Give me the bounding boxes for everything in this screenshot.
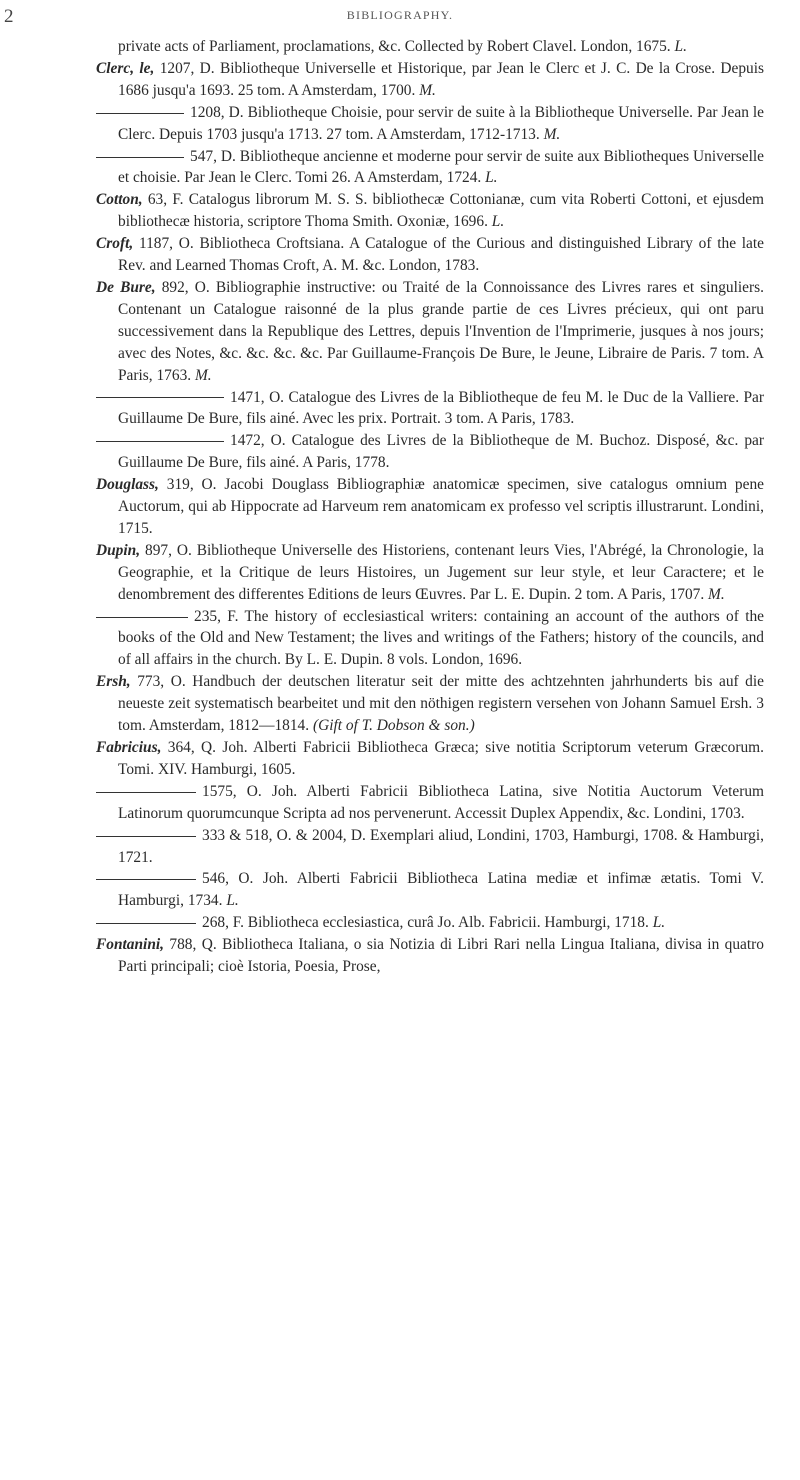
- ditto-dash: [96, 113, 184, 114]
- ditto-dash: [96, 879, 196, 880]
- entry: [96, 233, 764, 277]
- entry-author: Fontanini,: [96, 936, 165, 954]
- entry-text: 333 & 518, O. & 2004, D. Exemplari aliud, Londini, 1703, Hamburgi, 1708. & Hamburgi, 1721.: [118, 826, 764, 866]
- entry-text: 1187, O. Bibliotheca Croftsiana. A Catalogue of the Curious and distinguished Library of the late Rev. and Learned Thomas Croft, A. M. &c. London, 1783.: [118, 235, 764, 275]
- entry: [96, 474, 764, 540]
- entry: [96, 606, 764, 672]
- entry-text: 547, D. Bibliotheque ancienne et moderne pour servir de suite aux Bibliotheques Universelle et choisie. Par Jean le Clerc. Tomi 26. A Amsterdam, 1724.: [118, 147, 764, 187]
- entry-text: 364, Q. Joh. Alberti Fabricii Bibliotheca Græca; sive notitia Scriptorum veterum Græcorum. Tomi. XIV. Hamburgi, 1605.: [118, 739, 765, 778]
- entry-text: 268, F. Bibliotheca ecclesiastica, curâ Jo. Alb. Fabricii. Hamburgi, 1718.: [202, 914, 649, 932]
- entry-author: Dupin,: [96, 541, 141, 559]
- entry-author: Clerc, le,: [96, 59, 155, 77]
- entry-author: Douglass,: [96, 476, 159, 494]
- entry-location: L.: [652, 914, 666, 932]
- ditto-dash: [96, 792, 196, 793]
- ditto-dash: [96, 157, 184, 158]
- entry: [96, 737, 764, 781]
- entry-author: Ersh,: [96, 673, 131, 691]
- entry-text: 1471, O. Catalogue des Livres de la Bibliotheque de feu M. le Duc de la Valliere. Par Guillaume De Bure, fils ainé. Avec les prix. Portrait. 3 tom. A Paris, 1783.: [118, 388, 764, 428]
- entry: [96, 868, 764, 912]
- entry-location: L.: [485, 169, 498, 187]
- entry-location: M.: [708, 585, 725, 603]
- entry: [96, 277, 764, 387]
- entry-text: 773, O. Handbuch der deutschen literatur seit der mitte des achtzehnten jahrhunderts bis auf die neueste zeit systematisch bearbeitet und mit den nöthigen registern versehen von Johann Samuel Ersh. 3 tom. Amsterdam, 1812—1814.: [118, 673, 764, 735]
- page-number: 2: [4, 6, 14, 27]
- entry-author: Croft,: [96, 235, 134, 253]
- ditto-dash: [96, 836, 196, 837]
- entry: [96, 430, 764, 474]
- entry-location: L.: [491, 213, 505, 231]
- entry: [96, 825, 764, 869]
- entry-author: Fabricius,: [96, 739, 162, 756]
- bibliography-entries: [96, 36, 764, 978]
- entry-location: L.: [674, 38, 687, 55]
- entry-text: 319, O. Jacobi Douglass Bibliographiæ anatomicæ specimen, sive catalogus omnium pene Auctorum, qui ab Hippocrate ad Harveum rem anatomicam ex professo vel scriptis illustrarunt. Londini, 1715.: [118, 476, 764, 537]
- entry-text: 1208, D. Bibliotheque Choisie, pour servir de suite à la Bibliotheque Universelle. Par Jean le Clerc. Depuis 1703 jusqu'a 1713. 27 tom. A Amsterdam, 1712-1713.: [118, 103, 764, 143]
- entry-text: 897, O. Bibliotheque Universelle des Historiens, contenant leurs Vies, l'Abrégé, la Chronologie, la Geographie, et la Critique de leurs Histoires, un Jugement sur leur style, et leur Caractere; et le denombrement des differentes Editions de leurs Œuvres. Par L. E. Dupin. 2 tom. A Paris, 1707.: [118, 541, 764, 603]
- ditto-dash: [96, 441, 224, 442]
- running-title: BIBLIOGRAPHY.: [346, 8, 454, 22]
- entry-text: 892, O. Bibliographie instructive: ou Traité de la Connoissance des Livres rares et singuliers. Contenant un Catalogue raisonné de la plus grande partie de ces Livres précieux, qui ont paru successivement dans la Republique des Lettres, depuis l'Invention de l'Imprimerie, jusques à nos jours; avec des Notes, &c. &c. &c. &c. Par Guillaume-François De Bure, le Jeune, Libraire de Paris. 7 tom. A Paris, 1763.: [118, 278, 764, 384]
- entry: [96, 912, 764, 934]
- entry: [96, 58, 764, 102]
- ditto-dash: [96, 923, 196, 924]
- entry-gift-note: (Gift of T. Dobson & son.): [312, 717, 475, 735]
- entry-location: M.: [543, 125, 561, 143]
- entry: [96, 934, 764, 978]
- entry-text: 1472, O. Catalogue des Livres de la Bibliotheque de M. Buchoz. Disposé, &c. par Guillaume De Bure, fils ainé. A Paris, 1778.: [118, 432, 764, 472]
- entry-text: 1575, O. Joh. Alberti Fabricii Bibliotheca Latina, sive Notitia Auctorum Veterum Latinorum quorumcunque Scripta ad nos pervenerunt. Accessit Duplex Appendix, &c. Londini, 1703.: [118, 782, 764, 822]
- entry-text: 1207, D. Bibliotheque Universelle et Historique, par Jean le Clerc et J. C. De la Crose. Depuis 1686 jusqu'a 1693. 25 tom. A Amsterdam, 1700.: [118, 59, 764, 99]
- entry-text: 63, F. Catalogus librorum M. S. S. bibliothecæ Cottonianæ, cum vita Roberti Cottoni, et ejusdem bibliothecæ historia, scriptore Thoma Smith. Oxoniæ, 1696.: [118, 191, 764, 231]
- entry-text: 235, F. The history of ecclesiastical writers: containing an account of the authors of the books of the Old and New Testament; the lives and writings of the Fathers; history of the councils, and of all affairs in the church. By L. E. Dupin. 8 vols. London, 1696.: [118, 607, 764, 669]
- entry: [96, 102, 764, 146]
- ditto-dash: [96, 617, 188, 618]
- entry: [96, 36, 764, 58]
- entry: [96, 146, 764, 190]
- entry: [96, 387, 764, 431]
- ditto-dash: [96, 397, 224, 398]
- entry-text: private acts of Parliament, proclamations, &c. Collected by Robert Clavel. London, 1675.: [118, 38, 671, 55]
- entry-location: L.: [226, 892, 239, 910]
- entry: [96, 781, 764, 825]
- entry: [96, 540, 764, 606]
- entry-text: 788, Q. Bibliotheca Italiana, o sia Notizia di Libri Rari nella Lingua Italiana, divisa in quatro Parti principali; cioè Istoria, Poesia, Prose,: [118, 936, 764, 976]
- entry-author: Cotton,: [96, 191, 143, 209]
- entry: [96, 189, 764, 233]
- entry-author: De Bure,: [96, 278, 156, 296]
- entry-text: 546, O. Joh. Alberti Fabricii Bibliotheca Latina mediæ et infimæ ætatis. Tomi V. Hamburgi, 1734.: [118, 870, 764, 910]
- entry-location: M.: [419, 81, 436, 99]
- entry: [96, 671, 764, 737]
- entry-location: M.: [194, 366, 212, 384]
